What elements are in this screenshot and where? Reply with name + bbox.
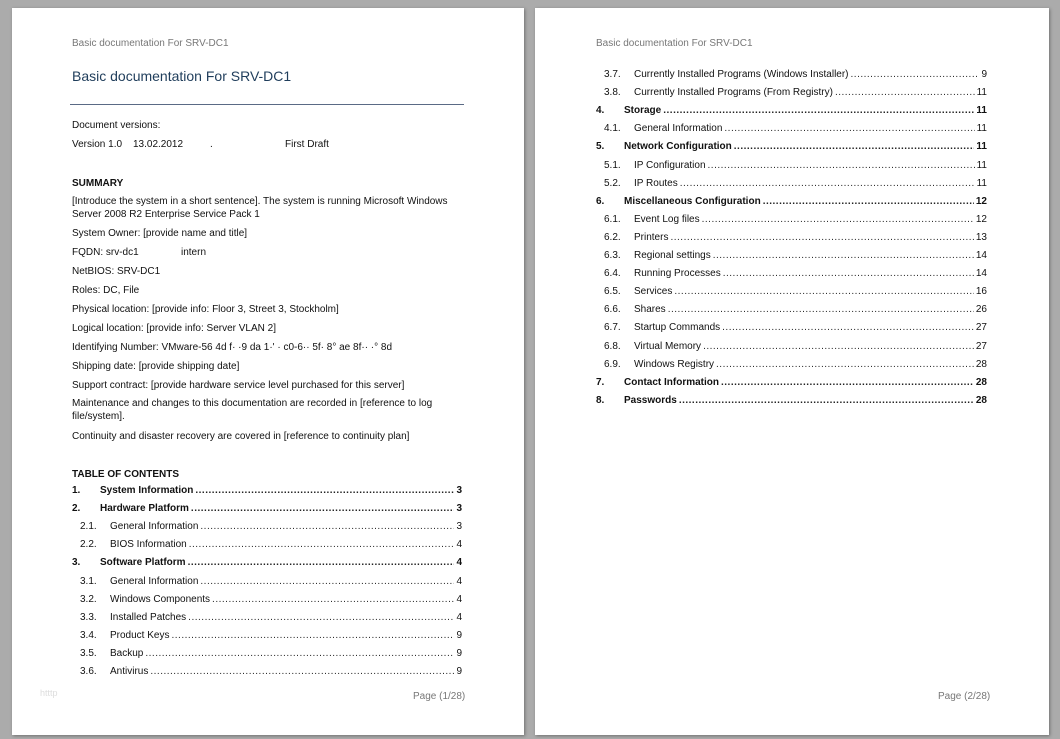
- toc-leader-dots: [723, 268, 974, 279]
- toc-entry-title: Windows Registry: [634, 358, 715, 370]
- toc-entry-number: 6.6.: [604, 304, 621, 316]
- toc-entry[interactable]: [80, 612, 462, 623]
- toc-entry-page: 27: [975, 322, 987, 334]
- toc-entry[interactable]: [72, 557, 462, 568]
- toc-entry-title: Shares: [634, 304, 666, 316]
- toc-entry-page: 3: [456, 521, 462, 533]
- toc-entry[interactable]: [604, 359, 987, 370]
- toc-entry-number: 2.1.: [80, 521, 97, 533]
- toc-leader-dots: [679, 395, 974, 406]
- toc-leader-dots: [734, 141, 975, 152]
- toc-entry[interactable]: [596, 377, 987, 388]
- toc-leader-dots: [670, 232, 973, 243]
- toc-entry-page: 14: [975, 268, 987, 280]
- toc-entry-title: Backup: [110, 647, 144, 659]
- toc-entry-title: Event Log files: [634, 213, 700, 225]
- maintenance-note: Maintenance and changes to this documentation are recorded in [reference to log file/system].: [72, 398, 433, 422]
- title-divider: [70, 104, 464, 105]
- toc-entry[interactable]: [604, 232, 987, 243]
- toc-leader-dots: [708, 160, 975, 171]
- toc-entry-title: Network Configuration: [624, 141, 732, 153]
- toc-entry-title: Antivirus: [110, 666, 149, 677]
- toc-entry[interactable]: [80, 539, 462, 550]
- document-page-2: [535, 8, 1049, 735]
- toc-entry[interactable]: [80, 576, 462, 587]
- toc-entry-page: 4: [456, 575, 462, 587]
- toc-entry-number: 6.8.: [604, 340, 621, 352]
- toc-leader-dots: [668, 304, 974, 315]
- toc-entry-page: 28: [975, 394, 987, 406]
- toc-entry-number: 2.: [72, 503, 81, 515]
- toc-entry-page: 9: [456, 666, 462, 677]
- toc-entry-number: 6.7.: [604, 322, 621, 334]
- toc-entry-title: Installed Patches: [110, 611, 187, 623]
- toc-leader-dots: [189, 539, 455, 550]
- toc-entry-page: 11: [976, 123, 987, 135]
- toc-entry[interactable]: [604, 250, 987, 261]
- roles: Roles: DC, File: [72, 285, 140, 296]
- toc-entry-title: Running Processes: [634, 268, 721, 280]
- toc-entry-page: 12: [975, 213, 987, 225]
- toc-entry[interactable]: [604, 69, 987, 80]
- toc-entry[interactable]: [80, 648, 462, 659]
- toc-entry-page: 3: [456, 485, 462, 496]
- toc-entry-title: IP Routes: [634, 177, 678, 189]
- document-page-1: [12, 8, 524, 735]
- toc-entry-title: General Information: [110, 521, 199, 533]
- toc-entry-page: 12: [975, 195, 987, 207]
- toc-entry-title: Contact Information: [624, 376, 719, 388]
- toc-entry-number: 3.: [72, 557, 81, 569]
- toc-entry-title: Printers: [634, 231, 669, 243]
- toc-leader-dots: [721, 377, 974, 388]
- toc-entry-number: 6.5.: [604, 286, 621, 298]
- fqdn: FQDN: srv-dc1: [72, 247, 139, 258]
- toc-entry[interactable]: [604, 304, 987, 315]
- physical-location: Physical location: [provide info: Floor 3, Street 3, Stockholm]: [72, 304, 339, 315]
- toc-entry-number: 4.1.: [604, 123, 621, 135]
- toc-entry-page: 9: [456, 629, 462, 641]
- page-header: Basic documentation For SRV-DC1: [72, 38, 229, 49]
- toc-entry-page: 26: [975, 304, 987, 316]
- toc-entry-number: 7.: [596, 376, 605, 388]
- toc-entry[interactable]: [604, 123, 987, 134]
- toc-leader-dots: [703, 341, 974, 352]
- version-number: Version 1.0: [72, 139, 123, 150]
- toc-entry-number: 3.4.: [80, 629, 97, 641]
- toc-entry-title: IP Configuration: [634, 159, 706, 171]
- toc-heading: TABLE OF CONTENTS: [72, 469, 180, 480]
- toc-entry[interactable]: [596, 105, 987, 116]
- toc-entry[interactable]: [72, 485, 462, 496]
- netbios: NetBIOS: SRV-DC1: [72, 266, 161, 277]
- toc-leader-dots: [191, 503, 455, 514]
- toc-entry[interactable]: [604, 286, 987, 297]
- toc-entry-number: 6.1.: [604, 213, 621, 225]
- toc-entry[interactable]: [604, 87, 987, 98]
- toc-leader-dots: [851, 69, 980, 80]
- toc-leader-dots: [716, 359, 974, 370]
- toc-entry-number: 3.6.: [80, 666, 97, 677]
- toc-leader-dots: [680, 178, 975, 189]
- toc-entry-number: 3.1.: [80, 575, 97, 587]
- toc-entry-number: 3.5.: [80, 647, 97, 659]
- toc-entry[interactable]: [596, 196, 987, 207]
- toc-leader-dots: [713, 250, 974, 261]
- toc-entry-title: Passwords: [624, 394, 677, 406]
- toc-entry-title: General Information: [110, 575, 199, 587]
- toc-entry-page: 13: [975, 231, 987, 243]
- toc-entry-page: 16: [975, 286, 987, 298]
- toc-entry[interactable]: [72, 503, 462, 514]
- toc-leader-dots: [835, 87, 975, 98]
- versions-label: Document versions:: [72, 120, 161, 131]
- toc-entry-number: 5.1.: [604, 159, 621, 171]
- toc-leader-dots: [145, 648, 454, 659]
- toc-entry[interactable]: [596, 395, 987, 406]
- summary-heading: SUMMARY: [72, 178, 124, 189]
- toc-entry[interactable]: [604, 268, 987, 279]
- toc-leader-dots: [200, 521, 454, 532]
- toc-leader-dots: [188, 557, 455, 568]
- toc-entry[interactable]: [604, 341, 987, 352]
- page-footer: Page (1/28): [413, 691, 466, 702]
- toc-entry[interactable]: [604, 178, 987, 189]
- toc-entry-title: Software Platform: [100, 557, 186, 569]
- toc-entry-number: 3.7.: [604, 69, 621, 80]
- document-title: Basic documentation For SRV-DC1: [72, 68, 292, 84]
- toc-leader-dots: [188, 612, 454, 623]
- toc-entry-title: Services: [634, 286, 673, 298]
- toc-entry-number: 1.: [72, 485, 81, 496]
- version-separator: .: [210, 139, 213, 150]
- toc-entry[interactable]: [604, 160, 987, 171]
- toc-entry-number: 6.: [596, 195, 605, 207]
- continuity-note: Continuity and disaster recovery are covered in [reference to continuity plan]: [72, 431, 410, 442]
- toc-entry-page: 28: [975, 376, 987, 388]
- toc-entry-page: 4: [456, 593, 462, 605]
- toc-entry-title: System Information: [100, 485, 194, 496]
- toc-entry-page: 3: [456, 503, 462, 515]
- system-owner: System Owner: [provide name and title]: [72, 228, 248, 239]
- toc-entry-title: General Information: [634, 123, 723, 135]
- toc-entry-page: 11: [976, 159, 987, 171]
- toc-entry-title: Virtual Memory: [634, 340, 702, 352]
- toc-entry-number: 3.8.: [604, 87, 621, 99]
- toc-leader-dots: [722, 322, 974, 333]
- toc-leader-dots: [763, 196, 974, 207]
- toc-entry-title: Miscellaneous Configuration: [624, 195, 761, 207]
- toc-leader-dots: [150, 666, 454, 677]
- toc-leader-dots: [195, 485, 454, 496]
- toc-entry[interactable]: [80, 666, 462, 677]
- toc-leader-dots: [663, 105, 974, 116]
- toc-entry-page: 9: [981, 69, 987, 80]
- toc-entry-number: 6.3.: [604, 250, 621, 261]
- toc-leader-dots: [724, 123, 974, 134]
- toc-entry-number: 3.3.: [80, 611, 97, 623]
- toc-entry-number: 5.2.: [604, 177, 621, 189]
- toc-entry-number: 4.: [596, 105, 605, 117]
- toc-entry-title: Storage: [624, 105, 662, 117]
- toc-entry-page: 4: [456, 539, 462, 551]
- faint-mark: htttp: [40, 688, 58, 698]
- toc-entry-title: Hardware Platform: [100, 503, 189, 515]
- toc-leader-dots: [702, 214, 974, 225]
- toc-entry-page: 11: [976, 177, 987, 189]
- toc-entry-title: Currently Installed Programs (Windows Installer): [634, 69, 849, 80]
- toc-entry[interactable]: [596, 141, 987, 152]
- fqdn-domain: intern: [181, 247, 207, 258]
- toc-entry-page: 27: [975, 340, 987, 352]
- toc-entry-page: 14: [975, 250, 987, 261]
- toc-entry-page: 4: [456, 611, 462, 623]
- toc-entry-page: 9: [456, 647, 462, 659]
- toc-entry-number: 8.: [596, 394, 605, 406]
- version-date: 13.02.2012: [133, 139, 184, 150]
- toc-leader-dots: [212, 594, 454, 605]
- toc-entry-page: 4: [456, 557, 462, 569]
- summary-intro: [Introduce the system in a short sentence]. The system is running Microsoft Windows Server 2008 R2 Enterprise Service Pack 1: [72, 196, 448, 220]
- toc-entry-number: 6.2.: [604, 231, 621, 243]
- toc-entry-title: Startup Commands: [634, 322, 721, 334]
- page-header: Basic documentation For SRV-DC1: [596, 38, 753, 49]
- toc-entry-page: 11: [976, 87, 987, 99]
- logical-location: Logical location: [provide info: Server VLAN 2]: [72, 323, 276, 334]
- toc-entry-page: 11: [976, 105, 987, 117]
- toc-entry-page: 11: [976, 141, 987, 153]
- support-contract: Support contract: [provide hardware service level purchased for this server]: [72, 380, 405, 391]
- identifying-number: Identifying Number: VMware-56 4d f· ·9 da 1·' · c0-6·· 5f· 8° ae 8f·· ·° 8d: [72, 342, 393, 353]
- toc-entry[interactable]: [80, 594, 462, 605]
- toc-entry[interactable]: [604, 322, 987, 333]
- toc-entry-number: 6.4.: [604, 268, 621, 280]
- toc-entry-title: BIOS Information: [110, 539, 187, 551]
- shipping-date: Shipping date: [provide shipping date]: [72, 361, 240, 372]
- toc-entry-title: Product Keys: [110, 629, 170, 641]
- toc-leader-dots: [200, 576, 454, 587]
- toc-entry-title: Regional settings: [634, 250, 711, 261]
- toc-entry-page: 28: [975, 358, 987, 370]
- toc-entry[interactable]: [80, 630, 462, 641]
- toc-leader-dots: [171, 630, 454, 641]
- page-footer: Page (2/28): [938, 691, 991, 702]
- toc-entry-number: 2.2.: [80, 539, 97, 551]
- toc-entry-title: Windows Components: [110, 593, 211, 605]
- toc-leader-dots: [674, 286, 974, 297]
- toc-entry-number: 6.9.: [604, 358, 621, 370]
- toc-entry-title: Currently Installed Programs (From Registry): [634, 87, 833, 99]
- toc-entry[interactable]: [604, 214, 987, 225]
- toc-entry[interactable]: [80, 521, 462, 532]
- version-status: First Draft: [285, 139, 329, 150]
- toc-entry-number: 5.: [596, 141, 605, 153]
- toc-entry-number: 3.2.: [80, 593, 97, 605]
